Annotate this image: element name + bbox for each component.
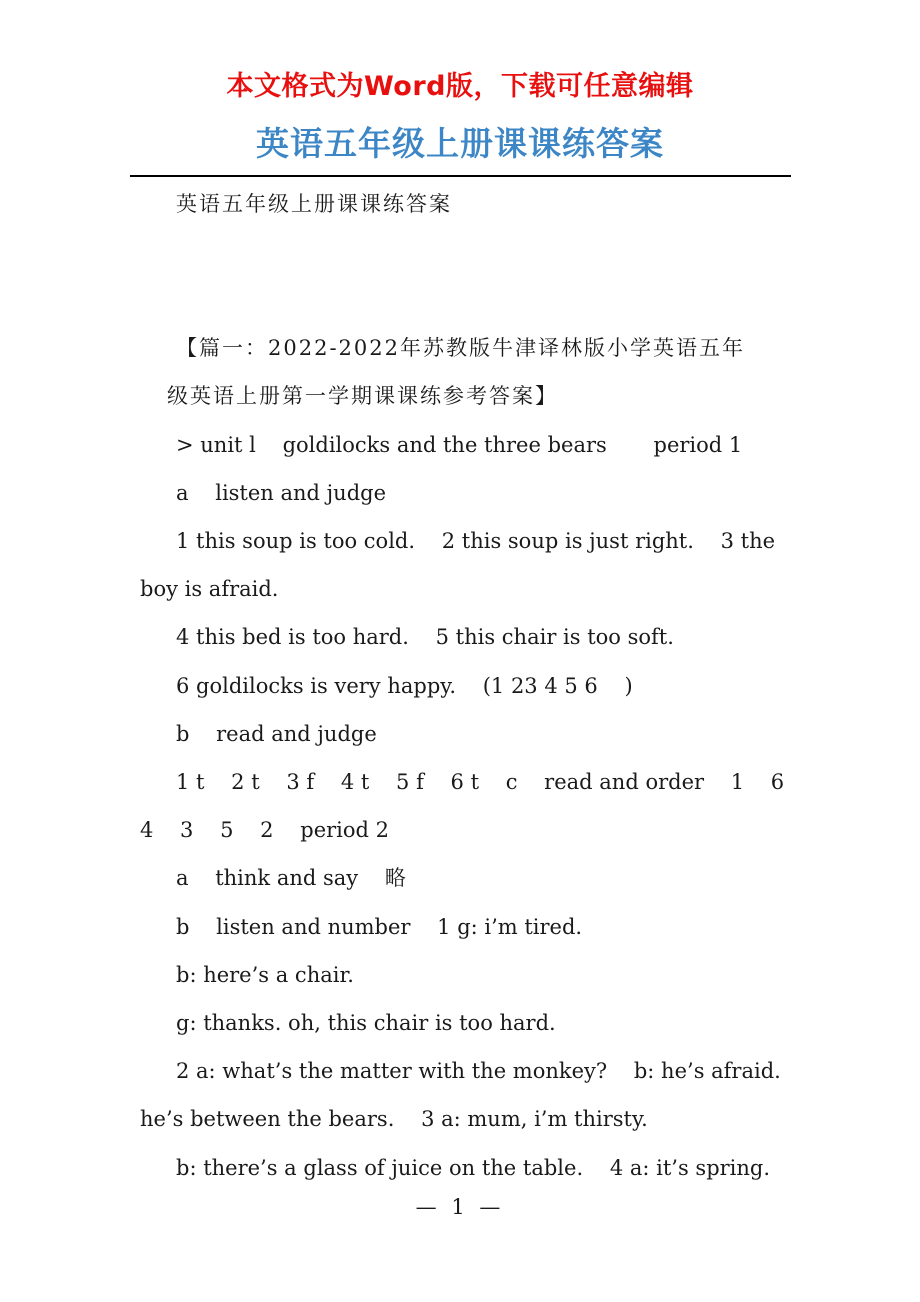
answer-line: 6 goldilocks is very happy. (1 23 4 5 6 ) bbox=[176, 673, 633, 698]
page-number: — 1 — bbox=[415, 1195, 505, 1219]
section-heading-line-2: 级英语上册第一学期课课练参考答案】 bbox=[167, 384, 558, 409]
answer-line: b listen and number 1 g: i’m tired. bbox=[176, 914, 583, 939]
document-body bbox=[140, 180, 811, 1192]
answer-line: b: there’s a glass of juice on the table. 4 a: it’s spring. bbox=[176, 1155, 771, 1180]
answer-line: 4 this bed is too hard. 5 this chair is too soft. bbox=[176, 625, 674, 650]
answer-line: 1 t 2 t 3 f 4 t 5 f 6 t c read and order 1 6 4 3 5 2 period 2 bbox=[140, 770, 811, 843]
body-subtitle: 英语五年级上册课课练答案 bbox=[176, 192, 452, 216]
format-notice-banner: 本文格式为Word版，下载可任意编辑 bbox=[226, 71, 694, 102]
title-divider bbox=[130, 175, 791, 177]
exercise-a-heading: a listen and judge bbox=[176, 480, 387, 505]
answer-line: 2 a: what’s the matter with the monkey? b: he’s afraid. he’s between the bears. 3 a: mum, i’m thirsty. bbox=[140, 1059, 788, 1132]
answer-line: b: here’s a chair. bbox=[176, 962, 354, 987]
section-heading-line-1: 【篇一：2022-2022年苏教版牛津译林版小学英语五年 bbox=[176, 336, 745, 361]
answer-line: 1 this soup is too cold. 2 this soup is just right. 3 the boy is afraid. bbox=[140, 529, 782, 602]
answer-line: a think and say 略 bbox=[176, 866, 406, 891]
document-title: 英语五年级上册课课练答案 bbox=[256, 124, 664, 163]
unit-heading: > unit l goldilocks and the three bears period 1 bbox=[176, 432, 743, 457]
exercise-b-heading: b read and judge bbox=[176, 721, 377, 746]
answer-line: g: thanks. oh, this chair is too hard. bbox=[176, 1011, 556, 1036]
